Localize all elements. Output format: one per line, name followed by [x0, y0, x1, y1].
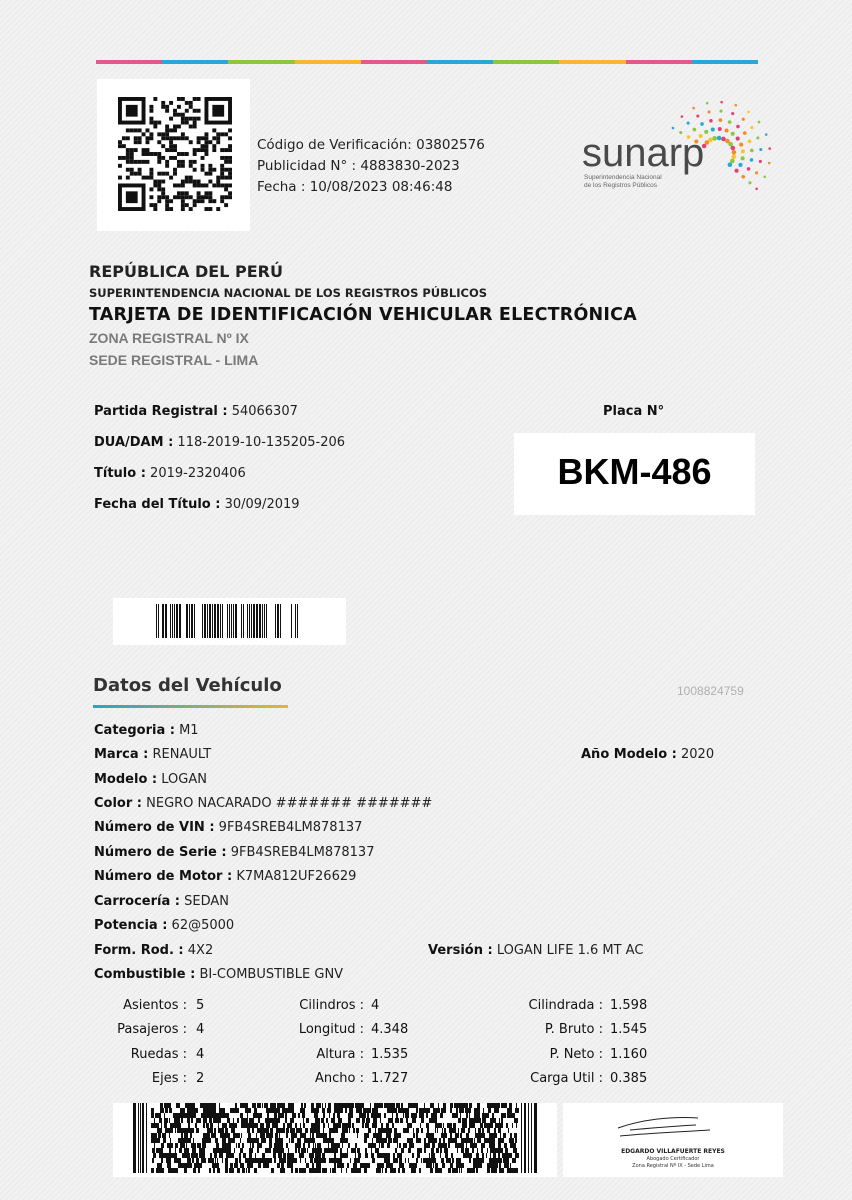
- longitud-label: Longitud :: [298, 1022, 364, 1037]
- signature-icon: [600, 1108, 720, 1146]
- potencia-row: [94, 918, 234, 933]
- carga-value: 0.385: [610, 1071, 648, 1086]
- document-number: 1008824759: [677, 684, 744, 698]
- carroceria-value: SEDAN: [184, 894, 229, 909]
- pdf417-barcode-icon: [133, 1103, 537, 1173]
- anio-label: Año Modelo :: [581, 747, 677, 762]
- ejes-value: 2: [196, 1071, 205, 1086]
- publicidad-number: Publicidad N° : 4883830-2023: [257, 158, 460, 174]
- partida-value: 54066307: [231, 404, 298, 419]
- cilindrada-value: 1.598: [610, 998, 648, 1013]
- fecha-titulo-value: 30/09/2019: [224, 497, 300, 512]
- vin-value: 9FB4SREB4LM878137: [218, 820, 363, 835]
- serie-value: 9FB4SREB4LM878137: [230, 845, 375, 860]
- verification-block: [257, 135, 485, 198]
- categoria-label: Categoria :: [94, 723, 175, 738]
- altura-label: Altura :: [316, 1047, 364, 1062]
- logo-line1: Superintendencia Nacional: [584, 174, 662, 181]
- fecha-titulo-label: Fecha del Título :: [94, 497, 221, 512]
- dua-label: DUA/DAM :: [94, 435, 174, 450]
- logo-brand: sunarp: [582, 131, 705, 175]
- partida-label: Partida Registral :: [94, 404, 228, 419]
- titulo-label: Título :: [94, 466, 146, 481]
- ancho-label: Ancho :: [315, 1071, 364, 1086]
- motor-label: Número de Motor :: [94, 869, 233, 884]
- combustible-value: BI-COMBUSTIBLE GNV: [199, 967, 344, 982]
- bruto-label: P. Bruto :: [544, 1022, 603, 1037]
- carga-label: Carga Util :: [530, 1071, 603, 1086]
- carroceria-row: [94, 894, 229, 909]
- marca-row: [94, 747, 211, 762]
- vin-label: Número de VIN :: [94, 820, 215, 835]
- datos-title: Datos del Vehículo: [93, 675, 282, 696]
- neto-label: P. Neto :: [549, 1047, 603, 1062]
- neto-value: 1.160: [610, 1047, 648, 1062]
- form-label: Form. Rod. :: [94, 943, 184, 958]
- signature-name: EDGARDO VILLAFUERTE REYES: [621, 1148, 725, 1155]
- cilindros-label: Cilindros :: [299, 998, 364, 1013]
- anio-value: 2020: [681, 747, 715, 762]
- sede-registral: SEDE REGISTRAL - LIMA: [89, 352, 259, 368]
- cilindrada-label: Cilindrada :: [528, 998, 603, 1013]
- serie-row: [94, 845, 374, 860]
- color-stripe: [96, 60, 758, 64]
- signature-zone: Zona Registral Nº IX - Sede Lima: [632, 1163, 714, 1169]
- signature-role: Abogado Certificador: [646, 1156, 700, 1162]
- republica-heading: REPÚBLICA DEL PERÚ: [89, 262, 283, 281]
- sunarp-logo: [578, 92, 778, 202]
- marca-label: Marca :: [94, 747, 149, 762]
- marca-value: RENAULT: [152, 747, 212, 762]
- tarjeta-title: TARJETA DE IDENTIFICACIÓN VEHICULAR ELECTRÓNICA: [89, 305, 637, 325]
- modelo-value: LOGAN: [161, 772, 207, 787]
- verification-date: Fecha : 10/08/2023 08:46:48: [257, 179, 453, 195]
- ruedas-label: Ruedas :: [130, 1047, 187, 1062]
- potencia-label: Potencia :: [94, 918, 168, 933]
- titulo-value: 2019-2320406: [150, 466, 246, 481]
- motor-value: K7MA812UF26629: [236, 869, 357, 884]
- dua-row: [94, 435, 345, 450]
- longitud-value: 4.348: [371, 1022, 409, 1037]
- pasajeros-label: Pasajeros :: [117, 1022, 187, 1037]
- motor-row: [94, 869, 356, 884]
- qr-code-icon: [118, 97, 232, 211]
- barcode-icon: [156, 604, 301, 638]
- version-value: LOGAN LIFE 1.6 MT AC: [496, 943, 644, 958]
- logo-line2: de los Registros Públicos: [584, 182, 657, 189]
- combustible-label: Combustible :: [94, 967, 196, 982]
- serie-label: Número de Serie :: [94, 845, 227, 860]
- titulo-row: [94, 466, 246, 481]
- datos-underline: [93, 705, 288, 708]
- asientos-label: Asientos :: [123, 998, 187, 1013]
- pasajeros-value: 4: [196, 1022, 205, 1037]
- categoria-value: M1: [179, 723, 199, 738]
- modelo-label: Modelo :: [94, 772, 158, 787]
- ejes-label: Ejes :: [151, 1071, 187, 1086]
- ancho-value: 1.727: [371, 1071, 409, 1086]
- categoria-row: [94, 723, 199, 738]
- version-label: Versión :: [428, 943, 493, 958]
- carroceria-label: Carrocería :: [94, 894, 180, 909]
- dua-value: 118-2019-10-135205-206: [177, 435, 346, 450]
- placa-value: BKM-486: [557, 451, 712, 492]
- altura-value: 1.535: [371, 1047, 409, 1062]
- asientos-value: 5: [196, 998, 205, 1013]
- color-row: [94, 796, 432, 811]
- anio-row: [581, 747, 714, 762]
- placa-label: Placa N°: [603, 404, 665, 419]
- superintendencia-heading: SUPERINTENDENCIA NACIONAL DE LOS REGISTROS PÚBLICOS: [89, 286, 488, 300]
- form-row: [94, 943, 213, 958]
- vin-row: [94, 820, 362, 835]
- ruedas-value: 4: [196, 1047, 205, 1062]
- bruto-value: 1.545: [610, 1022, 648, 1037]
- combustible-row: [94, 967, 343, 982]
- color-value: NEGRO NACARADO ####### #######: [146, 796, 433, 811]
- form-value: 4X2: [187, 943, 214, 958]
- fecha-titulo-row: [94, 497, 300, 512]
- version-row: [428, 943, 643, 958]
- zona-registral: ZONA REGISTRAL Nº IX: [89, 330, 249, 346]
- verification-code: Código de Verificación: 03802576: [257, 137, 485, 153]
- partida-row: [94, 404, 298, 419]
- cilindros-value: 4: [371, 998, 380, 1013]
- modelo-row: [94, 772, 207, 787]
- color-label: Color :: [94, 796, 142, 811]
- potencia-value: 62@5000: [171, 918, 235, 933]
